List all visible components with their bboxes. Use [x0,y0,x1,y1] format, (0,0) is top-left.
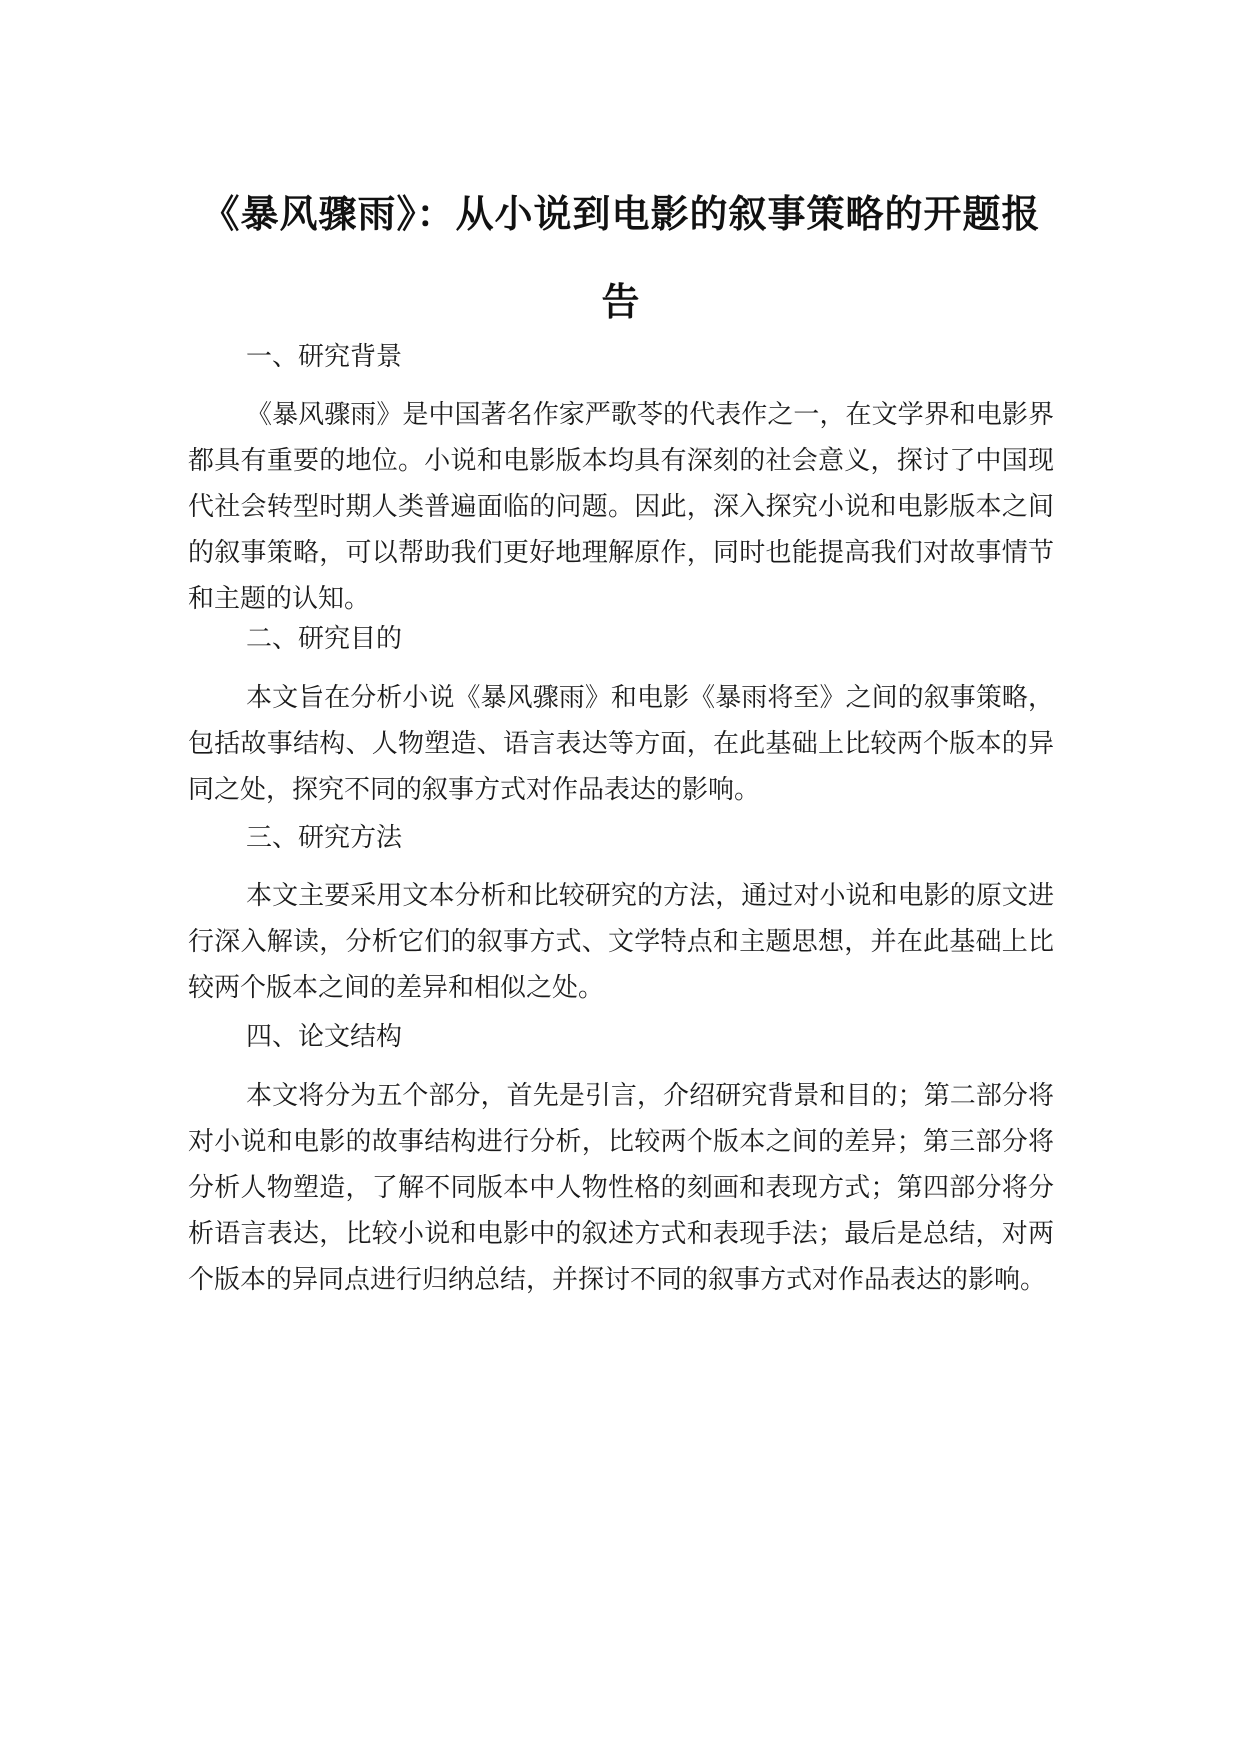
section-heading-purpose: 二、研究目的 [246,624,403,654]
document-title: 《暴风骤雨》：从小说到电影的叙事策略的开题报告 [201,192,1041,324]
paragraph-text: 《暴风骤雨》是中国著名作家严歌苓的代表作之一，在文学界和电影界都具有重要的地位。小说和电影版本均具有深刻的社会意义，探讨了中国现代社会转型时期人类普遍面临的问题。因此，深入探究小说和电影版本之间的叙事策略，可以帮助我们更好地理解原作，同时也能提高我们对故事情节和主题的认知。 [188,400,1054,614]
section-heading-method: 三、研究方法 [246,823,403,853]
section-paragraph-structure [188,1073,1054,1303]
section-heading-structure: 四、论文结构 [246,1022,403,1052]
paragraph-text: 本文主要采用文本分析和比较研究的方法，通过对小说和电影的原文进行深入解读，分析它们的叙事方式、文学特点和主题思想，并在此基础上比较两个版本之间的差异和相似之处。 [188,881,1054,1003]
section-paragraph-purpose [188,675,1054,813]
section-paragraph-background [188,392,1054,622]
section-heading-background: 一、研究背景 [246,342,403,372]
paragraph-text: 本文将分为五个部分，首先是引言，介绍研究背景和目的；第二部分将对小说和电影的故事结构进行分析，比较两个版本之间的差异；第三部分将分析人物塑造，了解不同版本中人物性格的刻画和表现方式；第四部分将分析语言表达，比较小说和电影中的叙述方式和表现手法；最后是总结，对两个版本的异同点进行归纳总结，并探讨不同的叙事方式对作品表达的影响。 [188,1081,1054,1295]
paragraph-text: 本文旨在分析小说《暴风骤雨》和电影《暴雨将至》之间的叙事策略，包括故事结构、人物塑造、语言表达等方面，在此基础上比较两个版本的异同之处，探究不同的叙事方式对作品表达的影响。 [188,683,1054,805]
section-paragraph-method [188,873,1054,1011]
